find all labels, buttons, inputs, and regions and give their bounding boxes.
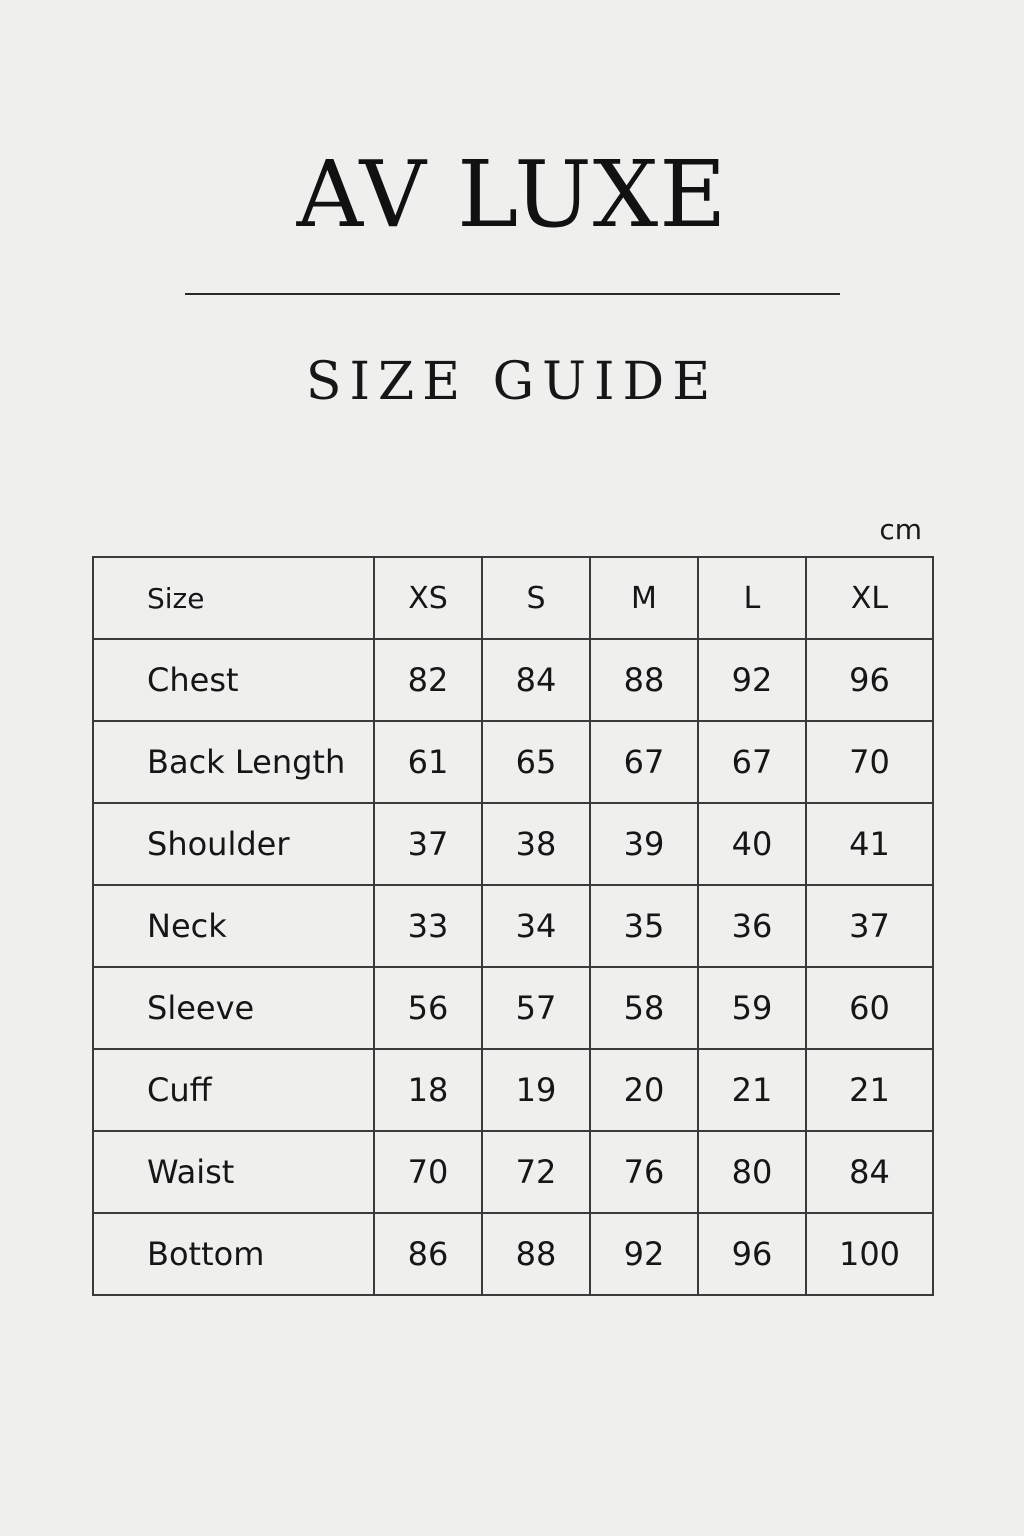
- table-cell: 56: [374, 967, 482, 1049]
- table-cell: 36: [698, 885, 806, 967]
- table-cell: 34: [482, 885, 590, 967]
- table-cell: 70: [374, 1131, 482, 1213]
- table-cell: 96: [806, 639, 933, 721]
- row-label: Chest: [93, 639, 374, 721]
- header-size-l: L: [698, 557, 806, 639]
- brand-title: AV LUXE: [296, 141, 728, 248]
- table-row: [93, 967, 933, 1049]
- table-cell: 58: [590, 967, 698, 1049]
- table-cell: 67: [698, 721, 806, 803]
- table-cell: 96: [698, 1213, 806, 1295]
- table-cell: 59: [698, 967, 806, 1049]
- table-cell: 92: [590, 1213, 698, 1295]
- table-cell: 92: [698, 639, 806, 721]
- table-row: [93, 1049, 933, 1131]
- page-title: SIZE GUIDE: [305, 352, 719, 412]
- table-cell: 40: [698, 803, 806, 885]
- table-cell: 86: [374, 1213, 482, 1295]
- table-cell: 37: [806, 885, 933, 967]
- table-row: [93, 1131, 933, 1213]
- header-size-xl: XL: [806, 557, 933, 639]
- table-header-row: [93, 557, 933, 639]
- table-cell: 20: [590, 1049, 698, 1131]
- table-cell: 84: [482, 639, 590, 721]
- title-divider: [185, 293, 840, 295]
- table-cell: 100: [806, 1213, 933, 1295]
- row-label: Sleeve: [93, 967, 374, 1049]
- table-cell: 80: [698, 1131, 806, 1213]
- table-row: [93, 885, 933, 967]
- table-row: [93, 1213, 933, 1295]
- table-cell: 65: [482, 721, 590, 803]
- table-cell: 84: [806, 1131, 933, 1213]
- table-cell: 38: [482, 803, 590, 885]
- table-row: [93, 639, 933, 721]
- table-cell: 39: [590, 803, 698, 885]
- table-cell: 82: [374, 639, 482, 721]
- header-size-xs: XS: [374, 557, 482, 639]
- row-label: Bottom: [93, 1213, 374, 1295]
- header-size-m: M: [590, 557, 698, 639]
- table-cell: 21: [806, 1049, 933, 1131]
- table-cell: 70: [806, 721, 933, 803]
- table-cell: 35: [590, 885, 698, 967]
- table-cell: 18: [374, 1049, 482, 1131]
- header-size-label: Size: [93, 557, 374, 639]
- table-cell: 88: [482, 1213, 590, 1295]
- table-cell: 67: [590, 721, 698, 803]
- row-label: Cuff: [93, 1049, 374, 1131]
- size-table: [92, 556, 934, 1296]
- table-cell: 57: [482, 967, 590, 1049]
- table-cell: 21: [698, 1049, 806, 1131]
- row-label: Waist: [93, 1131, 374, 1213]
- table-cell: 60: [806, 967, 933, 1049]
- table-row: [93, 803, 933, 885]
- row-label: Neck: [93, 885, 374, 967]
- table-cell: 41: [806, 803, 933, 885]
- table-cell: 19: [482, 1049, 590, 1131]
- table-cell: 72: [482, 1131, 590, 1213]
- header-size-s: S: [482, 557, 590, 639]
- table-cell: 88: [590, 639, 698, 721]
- table-row: [93, 721, 933, 803]
- row-label: Shoulder: [93, 803, 374, 885]
- table-cell: 33: [374, 885, 482, 967]
- row-label: Back Length: [93, 721, 374, 803]
- table-cell: 61: [374, 721, 482, 803]
- table-cell: 76: [590, 1131, 698, 1213]
- unit-label: cm: [879, 513, 922, 546]
- table-cell: 37: [374, 803, 482, 885]
